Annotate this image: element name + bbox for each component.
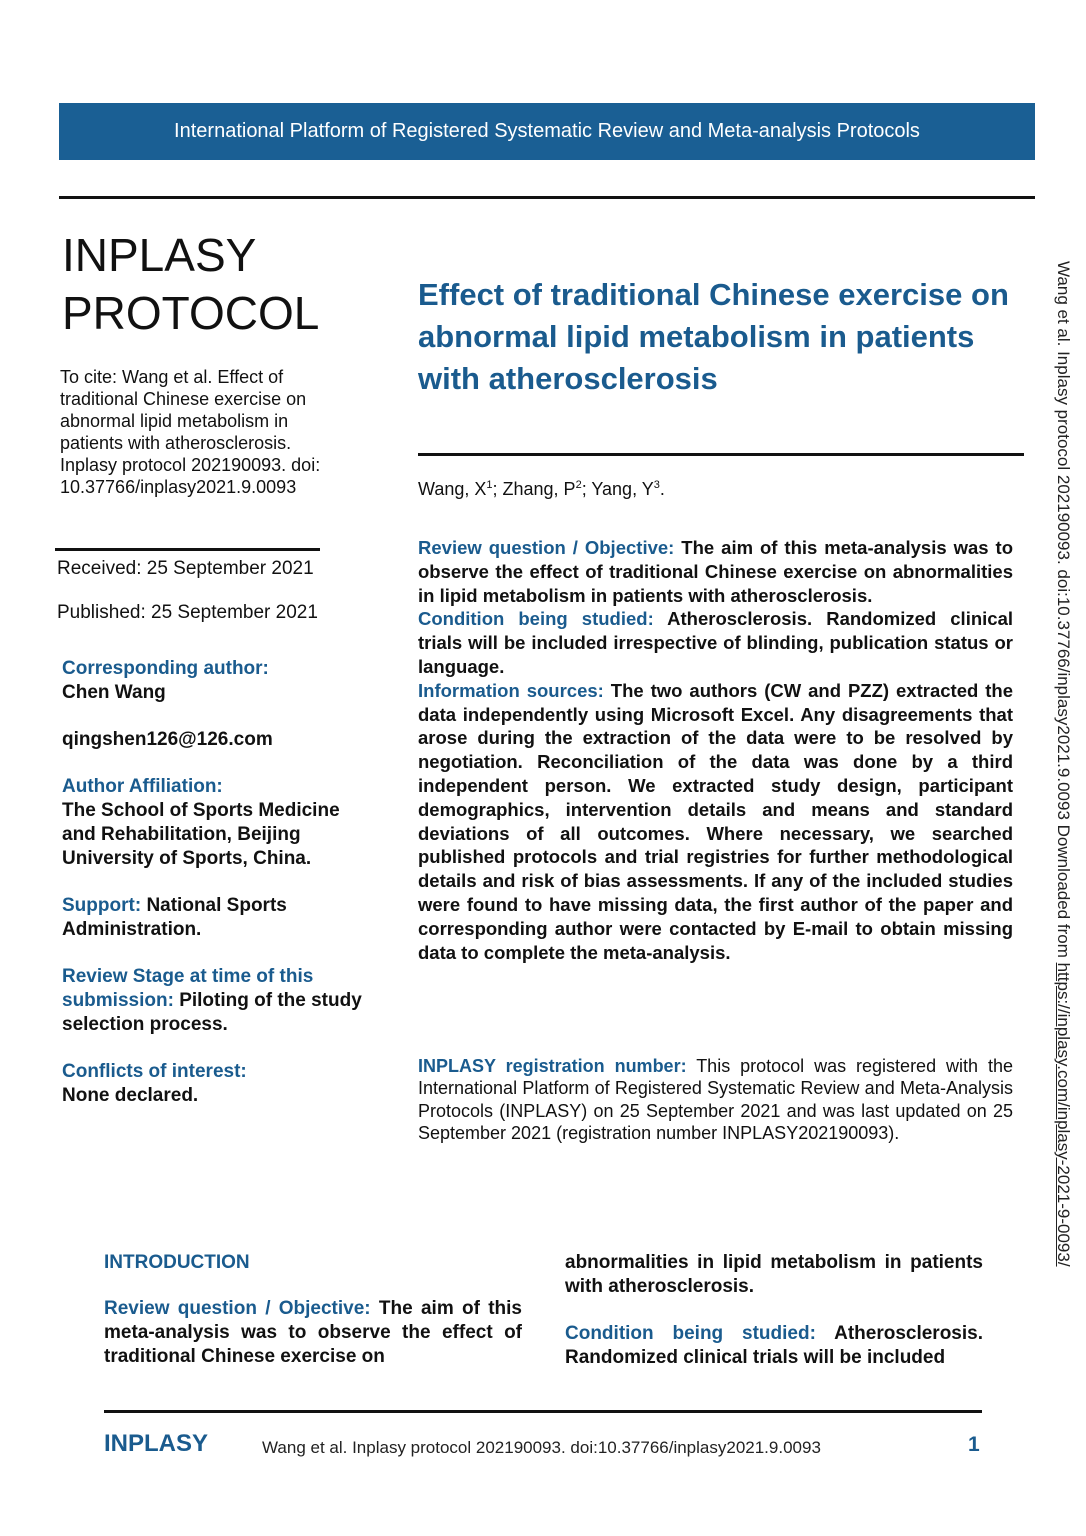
registration-block [418,1055,1013,1145]
body-column-1 [104,1297,522,1392]
author-3-affil: 3 [653,479,660,491]
author-affiliation [62,775,372,871]
abstract-question-label: Review question / Objective: [418,537,675,558]
support-text: National Sports Administration. [62,895,287,940]
top-divider [59,196,1035,199]
registration-label: INPLASY registration number: [418,1056,687,1076]
author-list [418,479,665,500]
intro-question [104,1297,522,1369]
conflicts-of-interest [62,1060,372,1108]
metadata-sidebar [62,657,372,1131]
dates-block [57,558,318,646]
author-email[interactable]: qingshen126@126.com [62,729,273,750]
abstract-sources-text: The two authors (CW and PZZ) extracted the data independently using Microsoft Excel. Any disagreements that arose during the extraction of the data were to be resolved by negotiation. Reconciliation of the data was done by a third independent person. We extracted study design, participant demographics, intervention details and means and standard deviations of all outcomes. Where necessary, we searched published protocols and trial registries for further methodological details and risk of bias assessments. If any of the included studies were found to have missing data, the first author of the paper and corresponding author were contacted by E-mail to obtain missing data to complete the meta-analysis. [418,679,1013,963]
abstract-question-text: The aim of this meta-analysis was to observe the effect of traditional Chinese exercise on abnormalities in lipid metabolism in patients with atherosclerosis. [418,537,1014,606]
review-stage-label: Review Stage at time of this submission: [62,966,314,1011]
registration-text: This protocol was registered with the International Platform of Registered Systematic Review and Meta-Analysis Protocols (INPLASY) on 25 September 2021 and was last updated on 25 September 2021 (registration number INPLASY202190093). [418,1056,1013,1144]
brand-line-2: PROTOCOL [62,287,320,339]
abstract-condition-text: Atherosclerosis. Randomized clinical trials will be included irrespective of blinding, publication status or language. [418,608,1013,677]
author-1: Wang, X [418,479,487,499]
brand-line-1: INPLASY [62,229,257,281]
footer-brand: INPLASY [104,1430,209,1457]
published-date: Published: 25 September 2021 [57,602,318,623]
journal-banner: International Platform of Registered Systematic Review and Meta-analysis Protocols [59,103,1035,160]
received-date: Received: 25 September 2021 [57,558,314,579]
abstract-question [418,536,1013,607]
support-label: Support: [62,895,142,916]
abstract-sources-label: Information sources: [418,679,604,701]
affiliation-label: Author Affiliation: [62,776,223,797]
conflicts-label: Conflicts of interest: [62,1061,247,1082]
intro-question-label: Review question / Objective: [104,1298,371,1319]
intro-question-text: The aim of this meta-analysis was to observe the effect of traditional Chinese exercise on [104,1298,522,1367]
corresponding-author-name: Chen Wang [62,682,166,703]
corresponding-author-label: Corresponding author: [62,658,269,679]
support [62,894,372,942]
corresponding-author [62,657,372,705]
footer-divider [104,1410,982,1413]
intro-condition [565,1322,983,1370]
footer-citation: Wang et al. Inplasy protocol 202190093. doi:10.37766/inplasy2021.9.0093 [262,1438,821,1457]
left-divider [55,548,320,551]
author-3: ; Yang, Y [581,479,654,499]
affiliation-text: The School of Sports Medicine and Rehabilitation, Beijing University of Sports, China. [62,800,340,869]
brand-heading [62,226,319,342]
review-stage [62,965,372,1037]
author-1-affil: 1 [486,479,493,491]
author-2: ; Zhang, P [492,479,576,499]
citation-block: To cite: Wang et al. Effect of traditional Chinese exercise on abnormal lipid metabolism in patients with atherosclerosis. Inplasy protocol 202190093. doi: 10.37766/inplasy2021.9.0093 [60,367,321,497]
intro-question-continued: abnormalities in lipid metabolism in patients with atherosclerosis. [565,1252,983,1297]
abstract-sources [418,679,1013,965]
abstract-condition [418,607,1013,678]
side-download-notice [1053,261,1073,1267]
intro-condition-text: Atherosclerosis. Randomized clinical trials will be included [565,1323,983,1368]
abstract [418,536,1013,964]
body-column-2 [565,1251,983,1393]
abstract-condition-label: Condition being studied: [418,608,654,630]
conflicts-text: None declared. [62,1085,199,1106]
intro-condition-label: Condition being studied: [565,1323,816,1344]
registration-paragraph [418,1055,1013,1145]
review-stage-text: Piloting of the study selection process. [62,990,362,1035]
paper-title: Effect of traditional Chinese exercise on abnormal lipid metabolism in patients with atherosclerosis [418,277,1009,396]
author-2-affil: 2 [575,479,582,491]
download-link[interactable]: https://inplasy.com/inplasy-2021-9-0093/ [1054,962,1073,1267]
introduction-heading: INTRODUCTION [104,1252,250,1273]
side-notice-text: Wang et al. Inplasy protocol 202190093. doi:10.37766/inplasy2021.9.0093 Downloaded from [1054,261,1073,963]
title-divider [418,453,1024,456]
page-number: 1 [968,1433,980,1456]
author-list-end: . [659,479,665,499]
